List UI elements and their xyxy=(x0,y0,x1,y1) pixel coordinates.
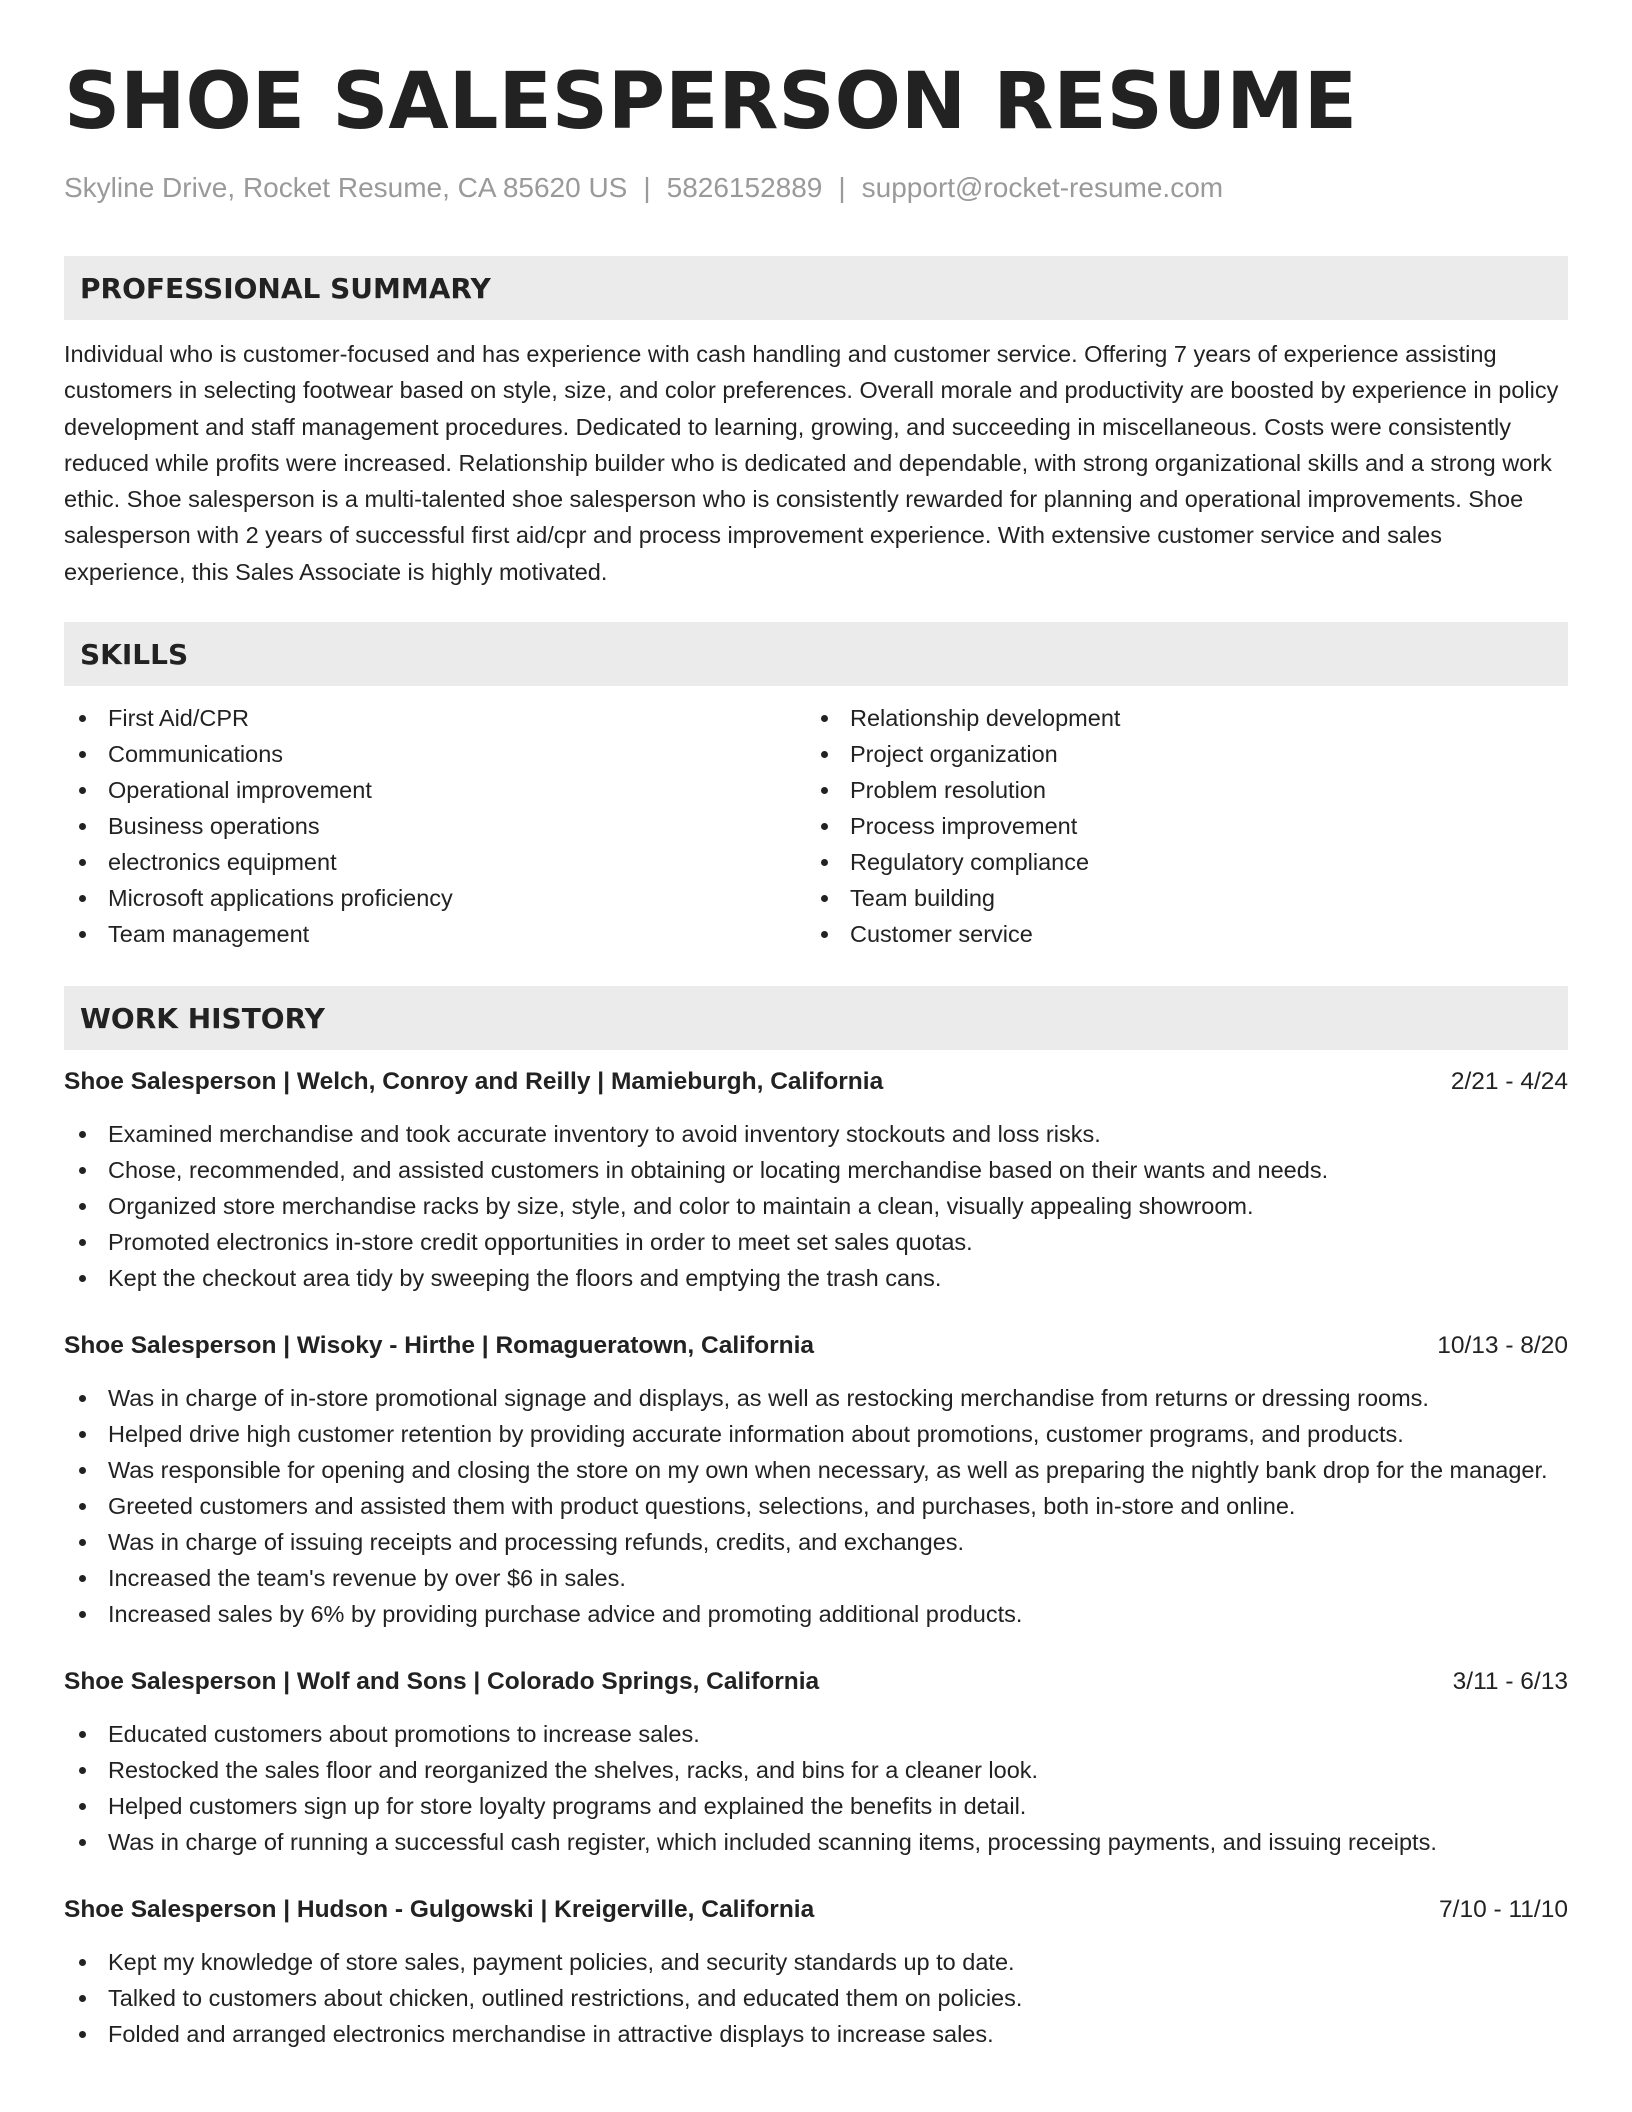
job-bullets xyxy=(64,1944,1568,2052)
resume-title: SHOE SALESPERSON RESUME xyxy=(64,57,1358,147)
bullet-icon xyxy=(79,823,86,830)
list-item xyxy=(64,1596,1568,1632)
job-bullets xyxy=(64,1380,1568,1632)
list-item-text: Communications xyxy=(108,741,284,768)
list-item-text: Was in charge of issuing receipts and processing refunds, credits, and exchanges. xyxy=(108,1529,965,1556)
bullet-icon xyxy=(79,1395,86,1402)
bullet-icon xyxy=(79,859,86,866)
list-item-text: Talked to customers about chicken, outlined restrictions, and educated them on policies. xyxy=(108,1985,1023,2012)
section-header-work-history xyxy=(64,986,1568,1050)
section-header-professional-summary xyxy=(64,256,1568,320)
job-dates: 2/21 - 4/24 xyxy=(1450,1068,1568,1096)
list-item-text: Relationship development xyxy=(850,705,1121,732)
skill-item xyxy=(806,700,1548,736)
bullet-icon xyxy=(79,1959,86,1966)
list-item-text: Folded and arranged electronics merchandise in attractive displays to increase sales. xyxy=(108,2021,994,2048)
list-item-text: Increased the team's revenue by over $6 in sales. xyxy=(108,1565,626,1592)
list-item xyxy=(64,2016,1568,2052)
list-item-text: Customer service xyxy=(850,921,1033,948)
job-entry xyxy=(64,1064,1568,1296)
list-item-text: Kept the checkout area tidy by sweeping the floors and emptying the trash cans. xyxy=(108,1265,942,1292)
job-title: Shoe Salesperson | Wolf and Sons | Colorado Springs, California xyxy=(64,1668,820,1696)
job-bullets xyxy=(64,1116,1568,1296)
list-item-text: Increased sales by 6% by providing purchase advice and promoting additional products. xyxy=(108,1601,1023,1628)
contact-phone: 5826152889 xyxy=(666,172,823,203)
bullet-icon xyxy=(79,1995,86,2002)
section-heading: WORK HISTORY xyxy=(80,1001,325,1035)
bullet-icon xyxy=(79,2031,86,2038)
job-title: Shoe Salesperson | Wisoky - Hirthe | Romagueratown, California xyxy=(64,1332,815,1360)
job-dates: 3/11 - 6/13 xyxy=(1452,1668,1568,1696)
bullet-icon xyxy=(821,823,828,830)
skill-item xyxy=(64,772,806,808)
bullet-icon xyxy=(79,931,86,938)
list-item xyxy=(64,1560,1568,1596)
contact-separator: | xyxy=(643,172,651,203)
list-item xyxy=(64,1416,1568,1452)
section-header-skills xyxy=(64,622,1568,686)
list-item-text: Was responsible for opening and closing the store on my own when necessary, as well as preparing the nightly bank drop for the manager. xyxy=(108,1457,1548,1484)
skills-left-column xyxy=(64,700,806,952)
section-heading: SKILLS xyxy=(80,637,189,671)
list-item-text: Organized store merchandise racks by size, style, and color to maintain a clean, visually appealing showroom. xyxy=(108,1193,1254,1220)
job-entry xyxy=(64,1328,1568,1632)
list-item-text: Kept my knowledge of store sales, payment policies, and security standards up to date. xyxy=(108,1949,1015,1976)
list-item xyxy=(64,1788,1568,1824)
list-item xyxy=(64,1524,1568,1560)
bullet-icon xyxy=(79,1131,86,1138)
list-item xyxy=(64,1152,1568,1188)
contact-separator: | xyxy=(838,172,846,203)
list-item-text: Was in charge of in-store promotional signage and displays, as well as restocking merchandise from returns or dressing rooms. xyxy=(108,1385,1429,1412)
skill-item xyxy=(64,736,806,772)
list-item-text: Examined merchandise and took accurate inventory to avoid inventory stockouts and loss risks. xyxy=(108,1121,1101,1148)
list-item-text: Helped customers sign up for store loyalty programs and explained the benefits in detail. xyxy=(108,1793,1027,1820)
bullet-icon xyxy=(79,1803,86,1810)
bullet-icon xyxy=(79,1731,86,1738)
bullet-icon xyxy=(821,895,828,902)
list-item xyxy=(64,1824,1568,1860)
bullet-icon xyxy=(79,1575,86,1582)
bullet-icon xyxy=(79,1167,86,1174)
bullet-icon xyxy=(79,787,86,794)
contact-email: support@rocket-resume.com xyxy=(861,172,1224,203)
list-item-text: Microsoft applications proficiency xyxy=(108,885,453,912)
list-item-text: Helped drive high customer retention by providing accurate information about promotions, customer programs, and products. xyxy=(108,1421,1404,1448)
bullet-icon xyxy=(79,895,86,902)
bullet-icon xyxy=(79,1431,86,1438)
job-dates: 7/10 - 11/10 xyxy=(1439,1896,1568,1924)
list-item-text: electronics equipment xyxy=(108,849,337,876)
bullet-icon xyxy=(79,1503,86,1510)
list-item-text: Restocked the sales floor and reorganized the shelves, racks, and bins for a cleaner look. xyxy=(108,1757,1039,1784)
list-item xyxy=(64,1260,1568,1296)
skill-item xyxy=(806,736,1548,772)
list-item xyxy=(64,1752,1568,1788)
skill-item xyxy=(806,844,1548,880)
bullet-icon xyxy=(79,1539,86,1546)
skill-item xyxy=(64,808,806,844)
skill-item xyxy=(64,844,806,880)
list-item-text: Process improvement xyxy=(850,813,1078,840)
list-item-text: Greeted customers and assisted them with product questions, selections, and purchases, both in-store and online. xyxy=(108,1493,1296,1520)
list-item xyxy=(64,1116,1568,1152)
bullet-icon xyxy=(79,1611,86,1618)
list-item-text: Promoted electronics in-store credit opportunities in order to meet set sales quotas. xyxy=(108,1229,973,1256)
contact-line xyxy=(64,170,1568,208)
job-header xyxy=(64,1064,1568,1100)
job-header xyxy=(64,1892,1568,1928)
list-item xyxy=(64,1452,1568,1488)
job-entry xyxy=(64,1664,1568,1860)
skill-item xyxy=(806,772,1548,808)
list-item xyxy=(64,1380,1568,1416)
skills-right-column xyxy=(806,700,1548,952)
list-item xyxy=(64,1716,1568,1752)
bullet-icon xyxy=(79,1275,86,1282)
list-item-text: Regulatory compliance xyxy=(850,849,1090,876)
bullet-icon xyxy=(821,931,828,938)
summary-text: Individual who is customer-focused and has experience with cash handling and customer service. Offering 7 years of experience assisting customers in selecting footwear based on style, size, and color preferences. Overall morale and productivity are boosted by experience in policy development and staff management procedures. Dedicated to learning, growing, and succeeding in miscellaneous. Costs were consistently reduced while profits were increased. Relationship builder who is dedicated and dependable, with strong organizational skills and a strong work ethic. Shoe salesperson is a multi-talented shoe salesperson who is consistently rewarded for planning and operational improvements. Shoe salesperson with 2 years of successful first aid/cpr and process improvement experience. With extensive customer service and sales experience, this Sales Associate is highly motivated. xyxy=(64,341,1559,585)
list-item xyxy=(64,1980,1568,2016)
contact-address: Skyline Drive, Rocket Resume, CA 85620 US xyxy=(64,172,628,203)
skill-item xyxy=(806,916,1548,952)
bullet-icon xyxy=(821,715,828,722)
job-title: Shoe Salesperson | Hudson - Gulgowski | Kreigerville, California xyxy=(64,1896,815,1924)
list-item-text: Project organization xyxy=(850,741,1058,768)
list-item xyxy=(64,1944,1568,1980)
work-history-list xyxy=(64,1064,1568,2052)
resume-page xyxy=(64,52,1568,2052)
list-item xyxy=(64,1224,1568,1260)
skill-item xyxy=(64,916,806,952)
list-item xyxy=(64,1188,1568,1224)
list-item-text: Educated customers about promotions to increase sales. xyxy=(108,1721,700,1748)
list-item-text: Team building xyxy=(850,885,996,912)
skill-item xyxy=(806,880,1548,916)
bullet-icon xyxy=(79,1767,86,1774)
bullet-icon xyxy=(79,715,86,722)
bullet-icon xyxy=(821,787,828,794)
list-item-text: Problem resolution xyxy=(850,777,1046,804)
list-item xyxy=(64,1488,1568,1524)
list-item-text: Was in charge of running a successful cash register, which included scanning items, processing payments, and issuing receipts. xyxy=(108,1829,1437,1856)
skill-item xyxy=(64,700,806,736)
job-dates: 10/13 - 8/20 xyxy=(1437,1332,1568,1360)
bullet-icon xyxy=(79,1467,86,1474)
job-entry xyxy=(64,1892,1568,2052)
job-header xyxy=(64,1328,1568,1364)
job-header xyxy=(64,1664,1568,1700)
bullet-icon xyxy=(821,859,828,866)
section-heading: PROFESSIONAL SUMMARY xyxy=(80,271,491,305)
job-title: Shoe Salesperson | Welch, Conroy and Reilly | Mamieburgh, California xyxy=(64,1068,884,1096)
bullet-icon xyxy=(821,751,828,758)
skill-item xyxy=(64,880,806,916)
bullet-icon xyxy=(79,751,86,758)
skills-columns xyxy=(64,700,1568,952)
list-item-text: Team management xyxy=(108,921,310,948)
list-item-text: First Aid/CPR xyxy=(108,705,250,732)
job-bullets xyxy=(64,1716,1568,1860)
bullet-icon xyxy=(79,1203,86,1210)
bullet-icon xyxy=(79,1239,86,1246)
list-item-text: Operational improvement xyxy=(108,777,372,804)
list-item-text: Chose, recommended, and assisted customers in obtaining or locating merchandise based on their wants and needs. xyxy=(108,1157,1329,1184)
bullet-icon xyxy=(79,1839,86,1846)
skill-item xyxy=(806,808,1548,844)
list-item-text: Business operations xyxy=(108,813,320,840)
